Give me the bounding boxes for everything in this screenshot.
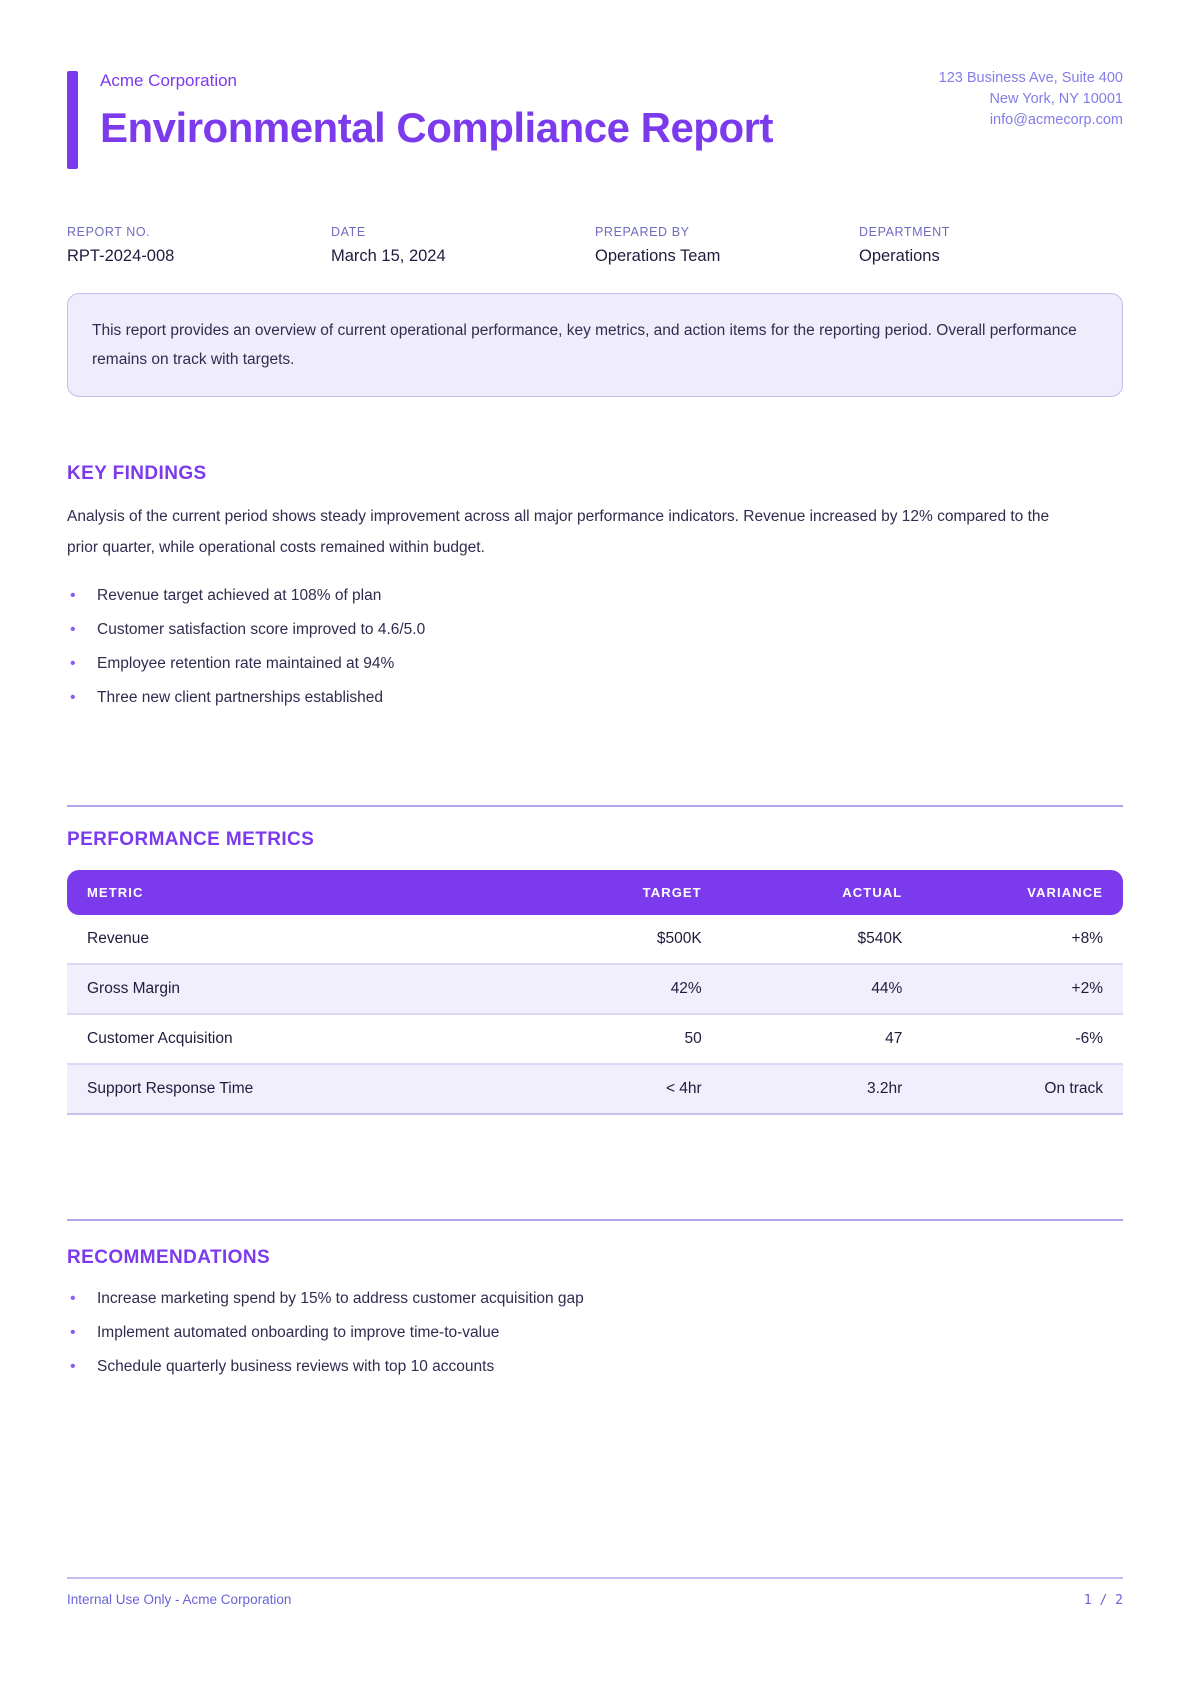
footer-classification: Internal Use Only - Acme Corporation	[67, 1592, 292, 1607]
cell-variance: On track	[922, 1065, 1123, 1115]
address-line: New York, NY 10001	[989, 91, 1123, 107]
metrics-table-header	[67, 870, 1123, 915]
meta-department	[859, 225, 1123, 266]
meta-label: DATE	[331, 225, 366, 239]
report-title: Environmental Compliance Report	[100, 104, 773, 151]
meta-value: March 15, 2024	[331, 247, 446, 265]
list-item: • Three new client partnerships established	[67, 687, 1123, 709]
company-address	[939, 68, 1123, 131]
cell-variance: +2%	[922, 965, 1123, 1015]
section-performance-metrics	[67, 829, 1123, 1115]
list-item: • Customer satisfaction score improved to 4.6/5.0	[67, 619, 1123, 641]
accent-bar	[67, 71, 78, 169]
cell-target: < 4hr	[511, 1065, 722, 1115]
recommendations-heading: RECOMMENDATIONS	[67, 1247, 271, 1268]
cell-target: 50	[511, 1015, 722, 1065]
address-email: info@acmecorp.com	[989, 112, 1123, 128]
page-footer	[67, 1577, 1123, 1608]
key-findings-paragraph: Analysis of the current period shows steady improvement across all major performance indicators. Revenue increased by 12% compared to the prior quarter, while operational costs remained within budget.	[67, 508, 1050, 556]
meta-value: Operations Team	[595, 247, 721, 265]
meta-report-no	[67, 225, 331, 266]
list-item: • Revenue target achieved at 108% of plan	[67, 585, 1123, 607]
list-item: • Employee retention rate maintained at 94%	[67, 653, 1123, 675]
table-row	[67, 965, 1123, 1015]
meta-prepared-by	[595, 225, 859, 266]
cell-actual: 3.2hr	[722, 1065, 923, 1115]
cell-metric: Revenue	[67, 915, 511, 965]
meta-value: Operations	[859, 247, 940, 265]
summary-callout: This report provides an overview of current operational performance, key metrics, and action items for the reporting period. Overall performance remains on track with targets.	[67, 293, 1123, 397]
list-item: • Increase marketing spend by 15% to address customer acquisition gap	[67, 1288, 1123, 1310]
column-header-metric: METRIC	[67, 870, 511, 915]
address-line: 123 Business Ave, Suite 400	[938, 70, 1123, 86]
company-name: Acme Corporation	[100, 71, 238, 90]
key-findings-list	[67, 585, 1123, 709]
list-item: • Schedule quarterly business reviews with top 10 accounts	[67, 1356, 1123, 1378]
footer-page-number: 1 / 2	[1083, 1593, 1123, 1608]
table-row	[67, 915, 1123, 965]
column-header-actual: ACTUAL	[722, 870, 923, 915]
meta-label: PREPARED BY	[595, 225, 690, 239]
table-row	[67, 1065, 1123, 1115]
key-findings-heading: KEY FINDINGS	[67, 463, 207, 484]
table-row	[67, 1015, 1123, 1065]
report-meta-row	[67, 225, 1123, 266]
cell-target: 42%	[511, 965, 722, 1015]
section-divider	[67, 805, 1123, 807]
section-recommendations	[67, 1247, 1123, 1378]
letterhead-text	[100, 71, 773, 169]
section-key-findings	[67, 463, 1123, 709]
section-divider	[67, 1219, 1123, 1221]
meta-value: RPT-2024-008	[67, 247, 175, 265]
performance-metrics-heading: PERFORMANCE METRICS	[67, 829, 315, 850]
cell-metric: Customer Acquisition	[67, 1015, 511, 1065]
cell-metric: Gross Margin	[67, 965, 511, 1015]
cell-target: $500K	[511, 915, 722, 965]
meta-label: REPORT NO.	[67, 225, 151, 239]
meta-date	[331, 225, 595, 266]
meta-label: DEPARTMENT	[859, 225, 950, 239]
column-header-variance: VARIANCE	[922, 870, 1123, 915]
list-item: • Implement automated onboarding to improve time-to-value	[67, 1322, 1123, 1344]
cell-actual: 47	[722, 1015, 923, 1065]
column-header-target: TARGET	[511, 870, 722, 915]
cell-actual: $540K	[722, 915, 923, 965]
cell-variance: +8%	[922, 915, 1123, 965]
metrics-table	[67, 870, 1123, 1115]
cell-actual: 44%	[722, 965, 923, 1015]
recommendations-list	[67, 1288, 1123, 1378]
cell-variance: -6%	[922, 1015, 1123, 1065]
cell-metric: Support Response Time	[67, 1065, 511, 1115]
letterhead	[67, 0, 1123, 169]
